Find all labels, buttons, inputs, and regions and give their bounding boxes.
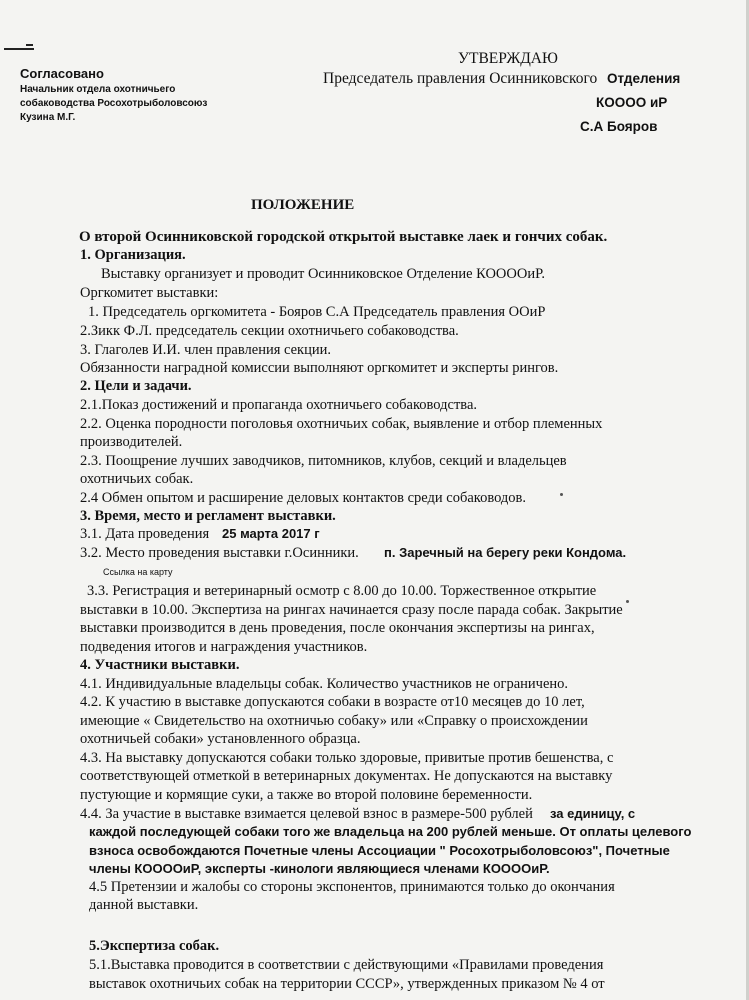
paragraph: соответствующей отметкой в ветеринарных документах. Не допускаются на выставку (80, 768, 613, 784)
fee-discount: каждой последующей собаки того же владельца на 200 рублей меньше. От оплаты целевого (89, 824, 692, 839)
paragraph: 4.4. За участие в выставке взимается целевой взнос в размере-500 рублей (80, 806, 533, 822)
scan-speck (626, 600, 629, 603)
scan-speck (560, 493, 563, 496)
paragraph: данной выставки. (89, 897, 199, 913)
paragraph: 4.3. На выставку допускаются собаки только здоровые, привитые против бешенства, с (80, 750, 614, 766)
paragraph: 5.1.Выставка проводится в соответствии с действующими «Правилами проведения (89, 957, 604, 973)
paragraph: производителей. (80, 434, 183, 450)
document-subtitle: О второй Осинниковской городской открытой выставке лаек и гончих собак. (79, 229, 608, 245)
approve-signatory: С.А Бояров (580, 119, 658, 134)
event-place-label: 3.2. Место проведения выставки г.Осинники. (80, 545, 359, 561)
paragraph: 2.4 Обмен опытом и расширение деловых контактов среди собаководов. (80, 490, 527, 506)
list-item: 1. Председатель оргкомитета - Бояров С.А Председатель правления ООиР (88, 304, 546, 320)
section-heading: 4. Участники выставки. (80, 657, 240, 673)
scan-mark (26, 44, 33, 46)
paragraph: 4.5 Претензии и жалобы со стороны экспонентов, принимаются только до окончания (89, 879, 615, 895)
paragraph: имеющие « Свидетельство на охотничью собаку» или «Справку о происхождении (80, 713, 588, 729)
paragraph: охотничьих собак. (80, 471, 194, 487)
paragraph: Обязанности наградной комиссии выполняют оргкомитет и эксперты рингов. (80, 360, 559, 376)
fee-exemption: члены КООООиР, эксперты -кинологи являющиеся членами КООООиР. (89, 861, 550, 876)
approve-title: УТВЕРЖДАЮ (458, 50, 558, 67)
paragraph: Оргкомитет выставки: (80, 285, 219, 301)
event-date-label: 3.1. Дата проведения (80, 526, 210, 542)
paragraph: 2.1.Показ достижений и пропаганда охотничьего собаководства. (80, 397, 478, 413)
paragraph: выставки в 10.00. Экспертиза на рингах начинается сразу после парада собак. Закрытие (80, 602, 623, 618)
agreed-line: собаководства Росохотрыболовсоюз (20, 98, 208, 109)
paragraph: 4.1. Индивидуальные владельцы собак. Количество участников не ограничено. (80, 676, 569, 692)
section-heading: 3. Время, место и регламент выставки. (80, 508, 336, 524)
section-heading: 2. Цели и задачи. (80, 378, 192, 394)
list-item: 3. Глаголев И.И. член правления секции. (80, 342, 332, 358)
paragraph: 2.2. Оценка породности поголовья охотничьих собак, выявление и отбор племенных (80, 416, 603, 432)
event-place: п. Заречный на берегу реки Кондома. (384, 545, 627, 560)
section-heading: 1. Организация. (80, 247, 186, 263)
paragraph: выставок охотничьих собак на территории СССР», утвержденных приказом № 4 от (89, 976, 605, 992)
paragraph: охотничьей собаки» установленного образца. (80, 731, 361, 747)
scan-mark (4, 48, 34, 50)
paragraph: пустующие и кормящие суки, а также во второй половине беременности. (80, 787, 533, 803)
fee-per-unit: за единицу, с (550, 806, 636, 821)
approve-org: КОООО иР (596, 95, 668, 110)
paragraph: выставки производится в день проведения, после окончания экспертизы на рингах, (80, 620, 595, 636)
paragraph: 2.3. Поощрение лучших заводчиков, питомников, клубов, секций и владельцев (80, 453, 567, 469)
paragraph: Выставку организует и проводит Осинниковское Отделение КООООиР. (101, 266, 545, 282)
paragraph: 3.3. Регистрация и ветеринарный осмотр с 8.00 до 10.00. Торжественное открытие (87, 583, 597, 599)
agreed-line: Кузина М.Г. (20, 112, 76, 123)
paragraph: подведения итогов и награждения участников. (80, 639, 368, 655)
map-link[interactable]: Ссылка на карту (103, 567, 173, 577)
approve-line: Отделения (607, 71, 681, 86)
list-item: 2.Зикк Ф.Л. председатель секции охотничьего собаководства. (80, 323, 459, 339)
agreed-title: Согласовано (20, 66, 104, 81)
document-title: ПОЛОЖЕНИЕ (251, 197, 355, 213)
paragraph: 4.2. К участию в выставке допускаются собаки в возрасте от10 месяцев до 10 лет, (80, 694, 585, 710)
approve-line: Председатель правления Осинниковского (323, 70, 598, 87)
fee-exemption: взноса освобождаются Почетные члены Ассоциации " Росохотрыболовсоюз", Почетные (89, 843, 670, 858)
section-heading: 5.Экспертиза собак. (89, 938, 220, 954)
agreed-line: Начальник отдела охотничьего (20, 84, 176, 95)
event-date: 25 марта 2017 г (222, 526, 320, 541)
